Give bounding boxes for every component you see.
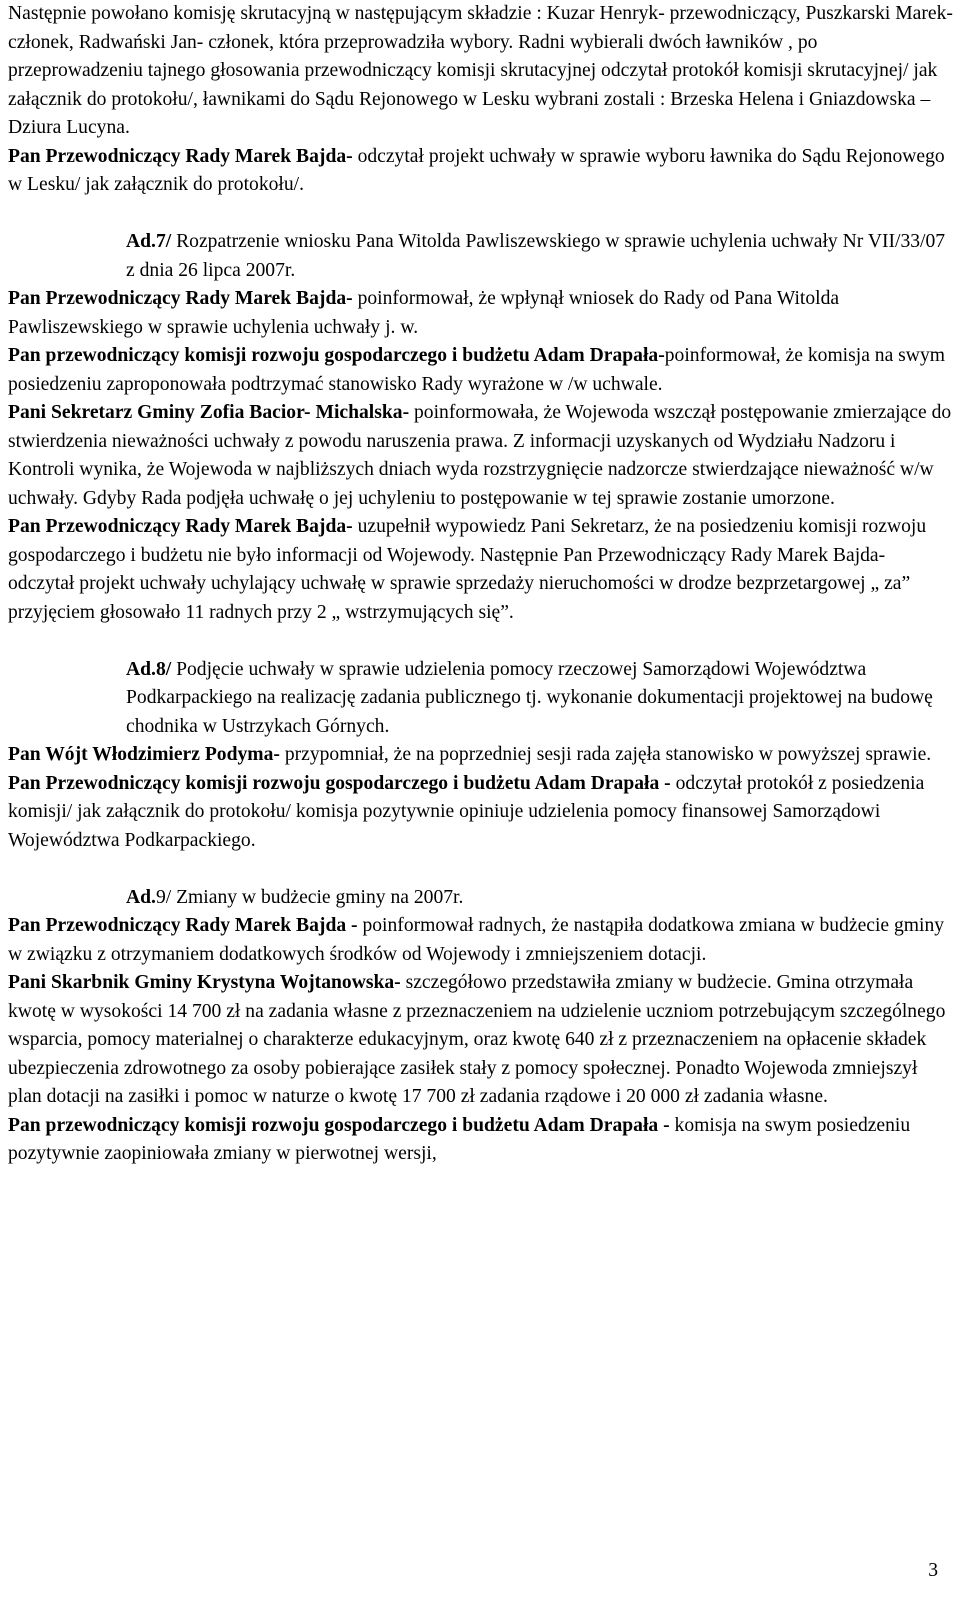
paragraph bbox=[8, 285, 956, 342]
bold-text: Pan Przewodniczący komisji rozwoju gospodarczego i budżetu Adam Drapała - bbox=[8, 772, 671, 794]
bold-text: Ad.8/ bbox=[126, 658, 172, 680]
paragraph bbox=[8, 513, 956, 627]
bold-text: Pan Przewodniczący Rady Marek Bajda- bbox=[8, 516, 353, 537]
paragraph bbox=[8, 228, 956, 285]
paragraph-spacer bbox=[8, 855, 956, 884]
body-text: szczegółowo przedstawiła zmiany w budżecie. Gmina otrzymała kwotę w wysokości 14 700 zł na zadania własne z przeznaczeniem na udzielenie uczniom potrzebującym szczególnego wsparcia, pomocy materialnej o charakterze edukacyjnym, oraz kwotę 640 zł z przeznaczeniem na opłacenie składek ubezpieczenia zdrowotnego za osoby pobierające zasiłek stały z pomocy społecznej. Ponadto Wojewoda zmniejszył plan dotacji na zasiłki i pomoc w naturze o kwotę 17 700 zł zadania rządowe i 20 000 zł zadania własne. bbox=[8, 972, 946, 1107]
bold-text: Ad. bbox=[126, 231, 156, 252]
paragraph bbox=[8, 399, 956, 513]
paragraph bbox=[8, 1112, 956, 1169]
body-text: poinformował, że komisja na swym posiedzeniu zaproponowała podtrzymać stanowisko Rady wyrażone w /w uchwale. bbox=[8, 345, 945, 395]
body-text: uzupełnił wypowiedz Pani Sekretarz, że na posiedzeniu komisji rozwoju gospodarczego i budżetu nie było informacji od Wojewody. Następnie Pan Przewodniczący Rady Marek Bajda- odczytał projekt uchwały uchylający uchwałę w sprawie sprzedaży nieruchomości w drodze bezprzetargowej „ za” przyjęciem głosowało 11 radnych przy 2 „ wstrzymujących się”. bbox=[8, 516, 927, 623]
bold-text: Pan przewodniczący komisji rozwoju gospodarczego i budżetu Adam Drapała - bbox=[8, 1114, 670, 1136]
paragraph bbox=[8, 0, 956, 143]
bold-text: 7/ bbox=[155, 231, 172, 252]
body-text: odczytał protokół z posiedzenia komisji/ jak załącznik do protokołu/ komisja pozytywnie opiniuje udzielenia pomocy finansowej Samorządowi Województwa Podkarpackiego. bbox=[8, 772, 925, 851]
body-text: odczytał projekt uchwały w sprawie wyboru ławnika do Sądu Rejonowego w Lesku/ jak załącznik do protokołu/. bbox=[8, 145, 945, 195]
paragraph-spacer bbox=[8, 627, 956, 656]
body-text: przypomniał, że na poprzedniej sesji rada zajęła stanowisko w powyższej sprawie. bbox=[279, 744, 932, 765]
bold-text: Pan Przewodniczący Rady Marek Bajda - bbox=[8, 915, 358, 936]
page-number: 3 bbox=[928, 1560, 938, 1581]
body-text: Następnie powołano komisję skrutacyjną w następującym składzie : Kuzar Henryk- przewodniczący, Puszkarski Marek- członek, Radwański Jan- członek, która przeprowadziła wybory. Radni wybierali dwóch ławników , po przeprowadzeniu tajnego głosowania przewodniczący komisji skrutacyjnej odczytał protokół komisji skrutacyjnej/ jak załącznik do protokołu/, ławnikami do Sądu Rejonowego w Lesku wybrani zostali : Brzeska Helena i Gniazdowska – Dziura Lucyna. bbox=[8, 3, 953, 138]
paragraph bbox=[8, 656, 956, 742]
body-text: Rozpatrzenie wniosku Pana Witolda Pawliszewskiego w sprawie uchylenia uchwały Nr VII/33/07 z dnia 26 lipca 2007r. bbox=[126, 231, 946, 281]
bold-text: Pani Sekretarz Gminy Zofia Bacior- Michalska- bbox=[8, 402, 410, 423]
body-text: komisja na swym posiedzeniu pozytywnie zaopiniowała zmiany w pierwotnej wersji, bbox=[8, 1114, 911, 1164]
body-text: poinformował, że wpłynął wniosek do Rady od Pana Witolda Pawliszewskiego w sprawie uchylenia uchwały j. w. bbox=[8, 288, 840, 338]
paragraph bbox=[8, 884, 956, 913]
paragraph bbox=[8, 143, 956, 200]
bold-text: Pan przewodniczący komisji rozwoju gospodarczego i budżetu Adam Drapała- bbox=[8, 345, 665, 366]
document-page bbox=[8, 0, 956, 1169]
bold-text: Pan Przewodniczący Rady Marek Bajda- bbox=[8, 288, 353, 309]
paragraph bbox=[8, 741, 956, 770]
bold-text: Pani Skarbnik Gminy Krystyna Wojtanowska- bbox=[8, 972, 401, 993]
paragraph bbox=[8, 912, 956, 969]
paragraph-spacer bbox=[8, 200, 956, 229]
bold-text: Ad. bbox=[126, 886, 156, 908]
body-text: poinformowała, że Wojewoda wszczął postępowanie zmierzające do stwierdzenia nieważności uchwały z powodu naruszenia prawa. Z informacji uzyskanych od Wydziału Nadzoru i Kontroli wynika, że Wojewoda w najbliższych dniach wyda rozstrzygnięcie nadzorcze stwierdzające nieważność w/w uchwały. Gdyby Rada podjęła uchwałę o jej uchyleniu to postępowanie w tej sprawie zostanie umorzone. bbox=[8, 402, 952, 509]
bold-text: Pan Przewodniczący Rady Marek Bajda- bbox=[8, 145, 353, 167]
paragraph bbox=[8, 342, 956, 399]
body-text: Podjęcie uchwały w sprawie udzielenia pomocy rzeczowej Samorządowi Województwa Podkarpackiego na realizację zadania publicznego tj. wykonanie dokumentacji projektowej na budowę chodnika w Ustrzykach Górnych. bbox=[126, 658, 933, 737]
paragraph bbox=[8, 770, 956, 856]
body-text: poinformował radnych, że nastąpiła dodatkowa zmiana w budżecie gminy w związku z otrzymaniem dodatkowych środków od Wojewody i zmniejszeniem dotacji. bbox=[8, 915, 945, 965]
body-text: 9/ Zmiany w budżecie gminy na 2007r. bbox=[155, 886, 464, 908]
bold-text: Pan Wójt Włodzimierz Podyma- bbox=[8, 744, 280, 765]
paragraph bbox=[8, 969, 956, 1112]
